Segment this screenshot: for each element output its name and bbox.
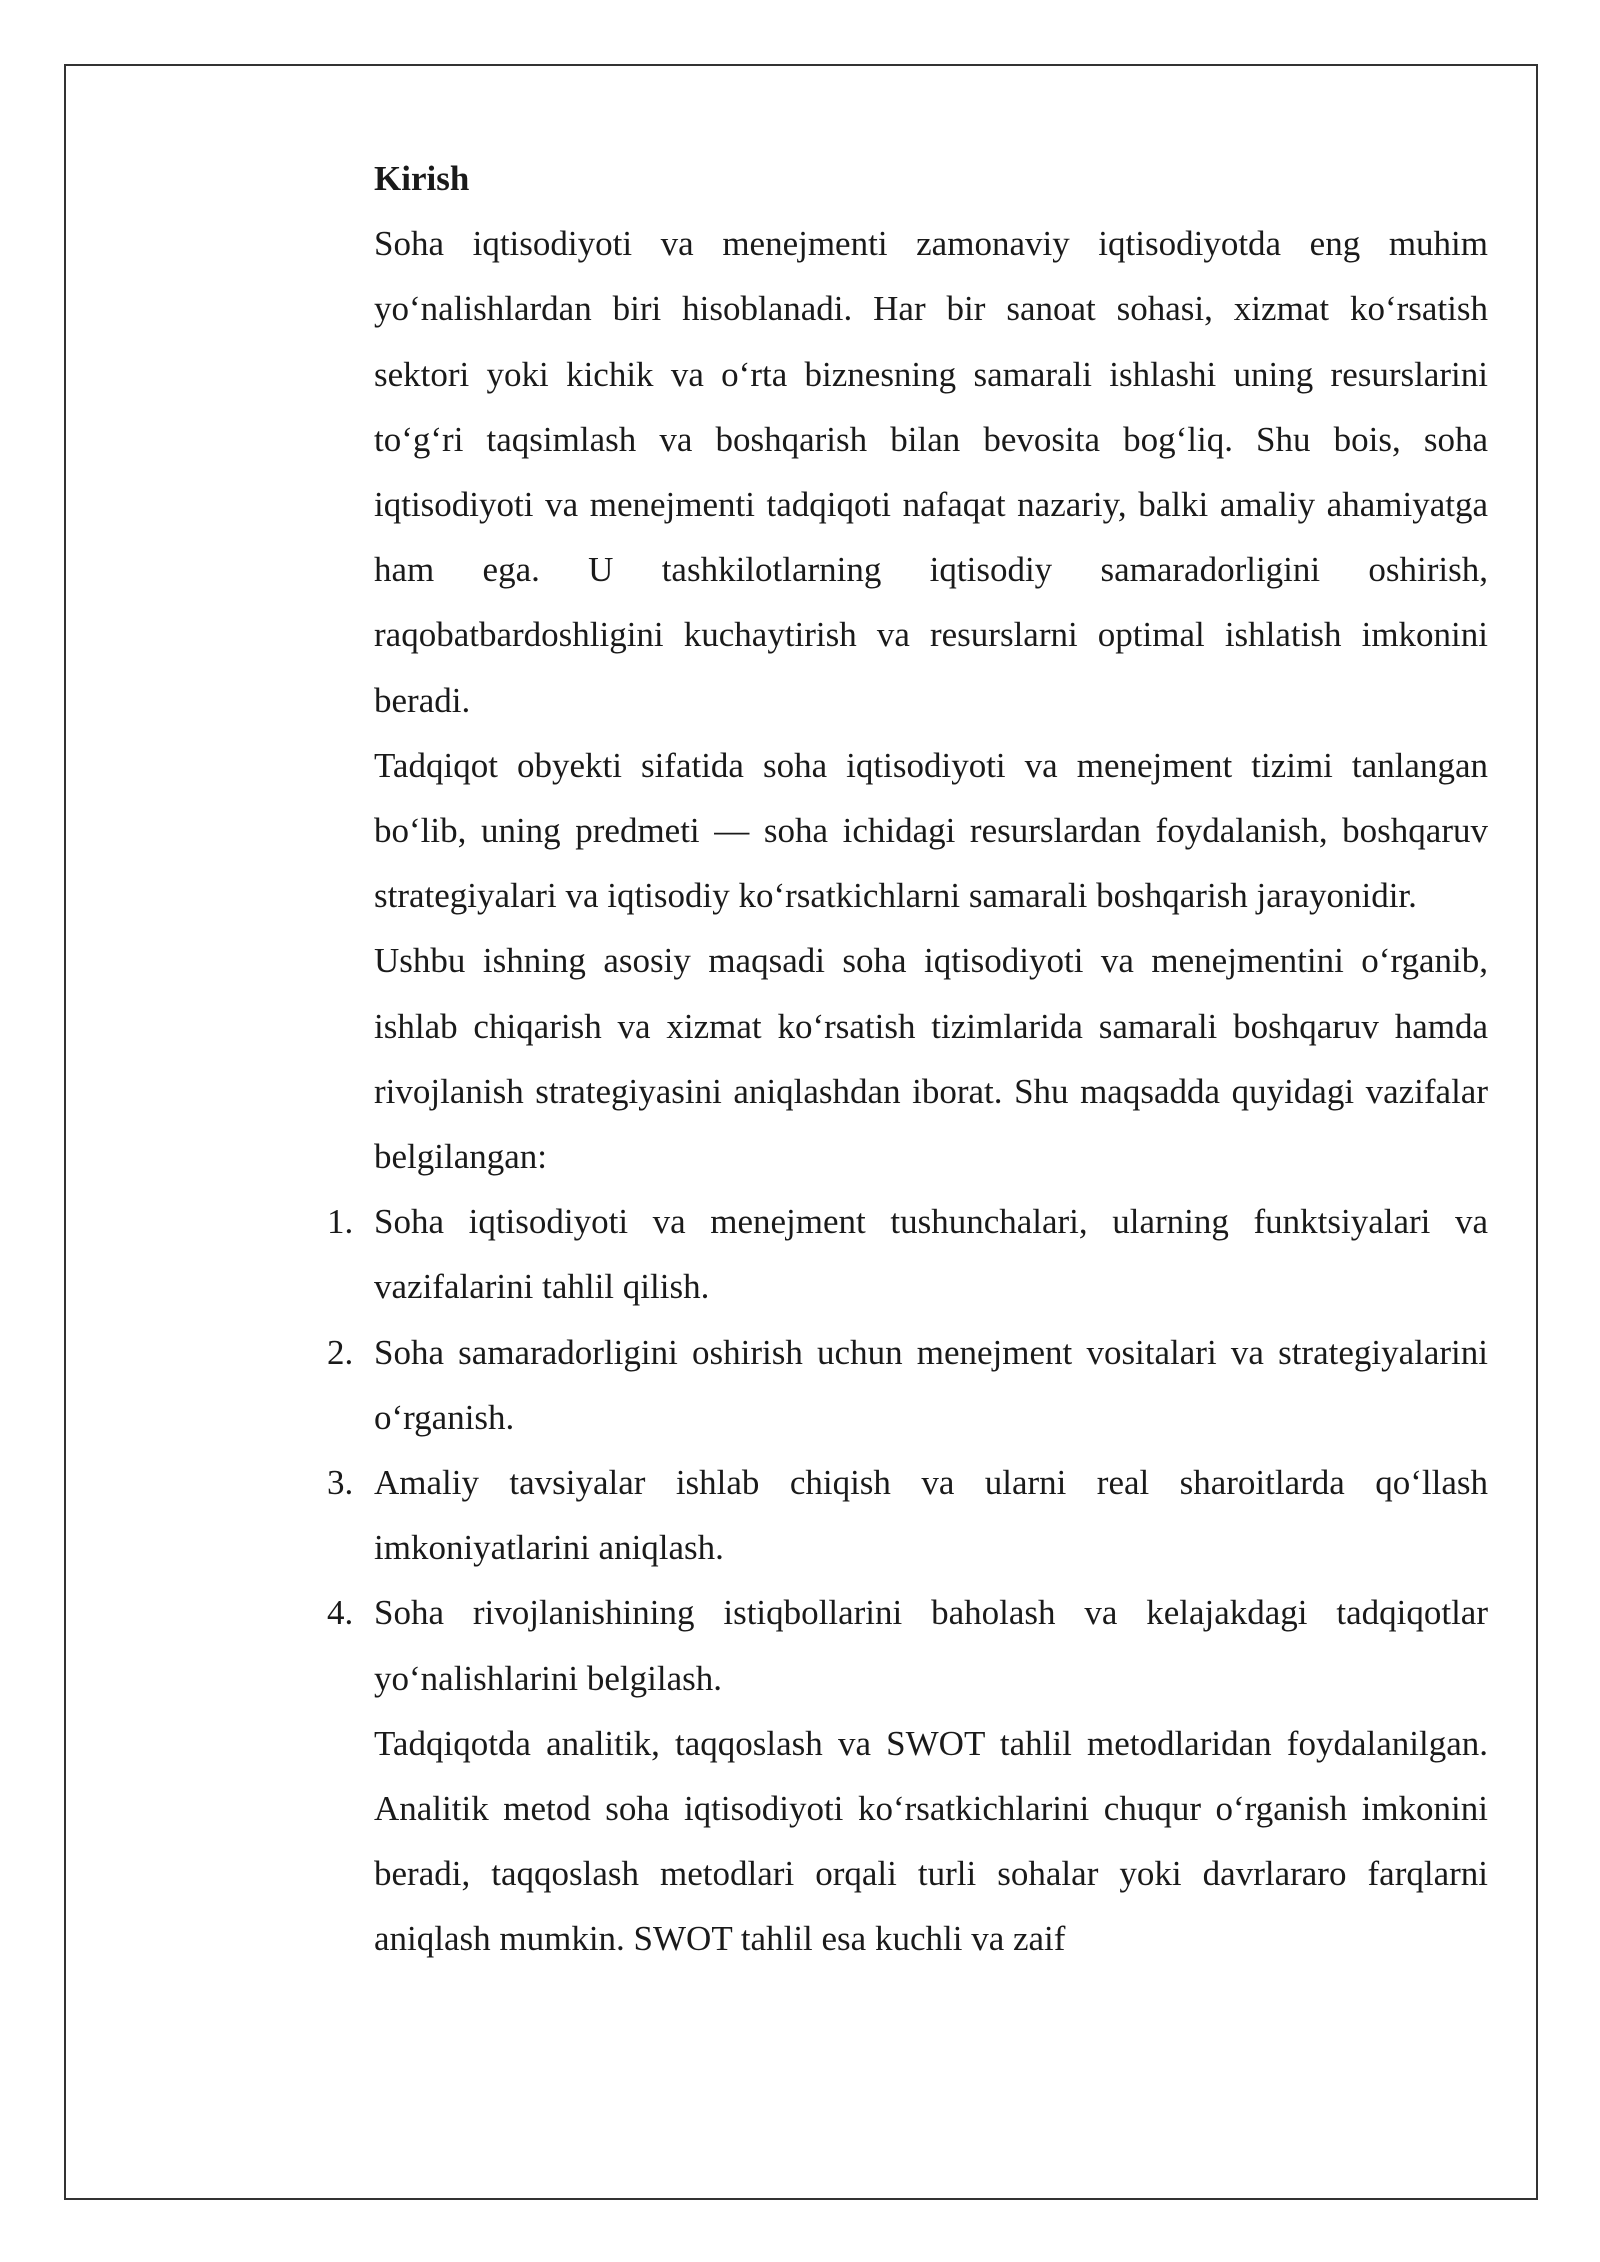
list-number: 4.: [327, 1593, 354, 1633]
list-number: 3.: [327, 1463, 354, 1503]
intro-paragraph: Soha iqtisodiyoti va menejmenti zamonaviy iqtisodiyotda eng muhim yo‘nalishlardan biri hisoblanadi. Har bir sanoat sohasi, xizmat ko‘rsatish sektori yoki kichik va o‘rta biznesning samarali ishlashi uning resurslarini to‘g‘ri taqsimlash va boshqarish bilan bevosita bog‘liq. Shu bois, soha iqtisodiyoti va menejmenti tadqiqoti nafaqat nazariy, balki amaliy ahamiyatga ham ega. U tashkilotlarning iqtisodiy samaradorligini oshirish, raqobatbardoshligini kuchaytirish va resurslarni optimal ishlatish imkonini beradi.: [374, 224, 1488, 720]
object-subject-paragraph: Tadqiqot obyekti sifatida soha iqtisodiyoti va menejment tizimi tanlangan bo‘lib, uning predmeti — soha ichidagi resurslardan foydalanish, boshqaruv strategiyalari va iqtisodiy ko‘rsatkichlarni samarali boshqarish jarayonidir.: [374, 745, 1488, 916]
document-body: [327, 146, 1488, 1972]
list-number: 2.: [327, 1332, 354, 1372]
list-item-text: Soha rivojlanishining istiqbollarini baholash va kelajakdagi tadqiqotlar yo‘nalishlarini belgilash.: [374, 1593, 1488, 1698]
methods-paragraph: Tadqiqotda analitik, taqqoslash va SWOT tahlil metodlaridan foydalanilgan. Analitik metod soha iqtisodiyoti ko‘rsatkichlarini chuqur o‘rganish imkonini beradi, taqqoslash metodlari orqali turli sohalar yoki davrlararo farqlarni aniqlash mumkin. SWOT tahlil esa kuchli va zaif: [374, 1723, 1488, 1959]
list-item: [327, 1320, 1488, 1450]
list-item-text: Soha samaradorligini oshirish uchun menejment vositalari va strategiyalarini o‘rganish.: [374, 1332, 1488, 1437]
section-heading: Kirish: [374, 159, 470, 198]
goal-paragraph: Ushbu ishning asosiy maqsadi soha iqtisodiyoti va menejmentini o‘rganib, ishlab chiqarish va xizmat ko‘rsatish tizimlarida samarali boshqaruv hamda rivojlanish strategiyasini aniqlashdan iborat. Shu maqsadda quyidagi vazifalar belgilangan:: [374, 941, 1488, 1177]
list-number: 1.: [327, 1202, 354, 1242]
list-item: [327, 1580, 1488, 1710]
list-item-text: Soha iqtisodiyoti va menejment tushunchalari, ularning funktsiyalari va vazifalarini tahlil qilish.: [374, 1202, 1488, 1307]
list-item: [327, 1450, 1488, 1580]
list-item-text: Amaliy tavsiyalar ishlab chiqish va ularni real sharoitlarda qo‘llash imkoniyatlarini aniqlash.: [374, 1463, 1488, 1568]
tasks-list: [327, 1189, 1488, 1711]
list-item: [327, 1189, 1488, 1319]
